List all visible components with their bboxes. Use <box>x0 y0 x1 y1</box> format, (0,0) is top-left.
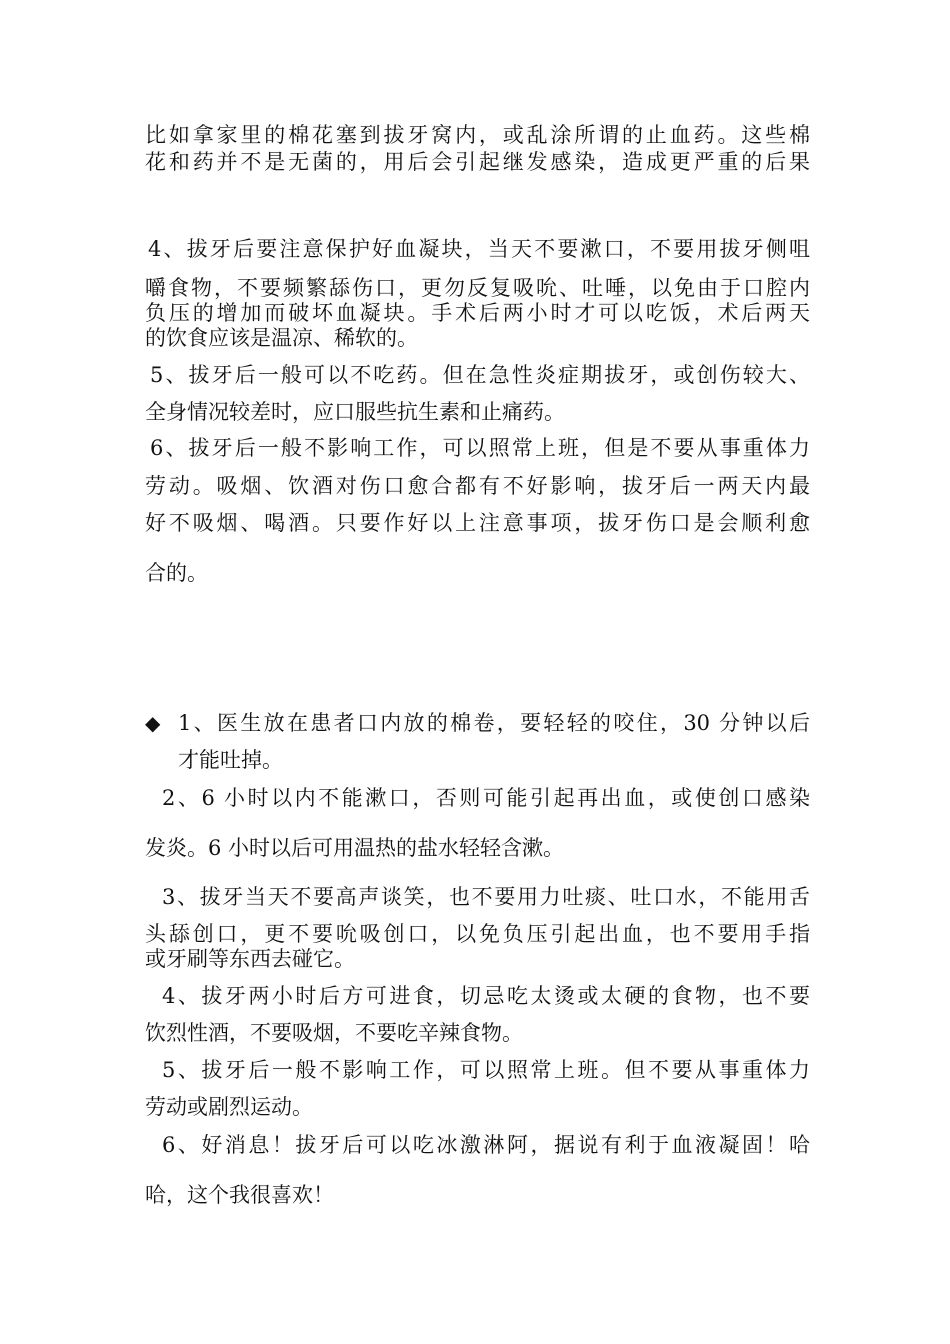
text-line: 劳动或剧烈运动。 <box>145 1095 313 1119</box>
text-line: 4、拔牙两小时后方可进食，切忌吃太烫或太硬的食物，也不要 <box>162 984 810 1008</box>
text-line: 5、拔牙后一般可以不吃药。但在急性炎症期拔牙，或创伤较大、 <box>150 363 810 387</box>
text-line: 负压的增加而破坏血凝块。手术后两小时才可以吃饭，术后两天 <box>145 301 810 325</box>
text-line: 3、拔牙当天不要高声谈笑，也不要用力吐痰、吐口水，不能用舌 <box>162 885 810 909</box>
text-line: 的饮食应该是温凉、稀软的。 <box>145 326 418 350</box>
text-line: 才能吐掉。 <box>178 748 283 772</box>
text-line: 比如拿家里的棉花塞到拔牙窝内，或乱涂所谓的止血药。这些棉 <box>145 123 810 147</box>
text-line: 花和药并不是无菌的，用后会引起继发感染，造成更严重的后果 <box>145 150 810 174</box>
diamond-bullet-icon: ◆ <box>145 711 161 735</box>
text-line: 2、6 小时以内不能漱口，否则可能引起再出血，或使创口感染 <box>162 786 810 810</box>
text-line: 1、医生放在患者口内放的棉卷，要轻轻的咬住，30 分钟以后 <box>178 711 810 735</box>
text-line: 饮烈性酒，不要吸烟，不要吃辛辣食物。 <box>145 1021 523 1045</box>
text-line: 全身情况较差时，应口服些抗生素和止痛药。 <box>145 400 565 424</box>
text-line: 好不吸烟、喝酒。只要作好以上注意事项，拔牙伤口是会顺利愈 <box>145 511 810 535</box>
text-line: 6、拔牙后一般不影响工作，可以照常上班，但是不要从事重体力 <box>150 436 810 460</box>
text-line: 4、拔牙后要注意保护好血凝块，当天不要漱口，不要用拔牙侧咀 <box>148 237 810 261</box>
text-line: 发炎。6 小时以后可用温热的盐水轻轻含漱。 <box>145 836 565 860</box>
text-line: 劳动。吸烟、饮酒对伤口愈合都有不好影响，拔牙后一两天内最 <box>145 474 810 498</box>
text-line: 哈，这个我很喜欢！ <box>145 1183 334 1207</box>
text-line: 6、好消息！拔牙后可以吃冰激淋阿，据说有利于血液凝固！哈 <box>162 1133 810 1157</box>
text-line: 头舔创口，更不要吮吸创口，以免负压引起出血，也不要用手指 <box>145 922 810 946</box>
text-line: 5、拔牙后一般不影响工作，可以照常上班。但不要从事重体力 <box>162 1058 810 1082</box>
text-line: 合的。 <box>145 561 208 585</box>
text-line: 嚼食物，不要频繁舔伤口，更勿反复吸吮、吐唾，以免由于口腔内 <box>145 276 810 300</box>
text-line: 或牙刷等东西去碰它。 <box>145 947 355 971</box>
